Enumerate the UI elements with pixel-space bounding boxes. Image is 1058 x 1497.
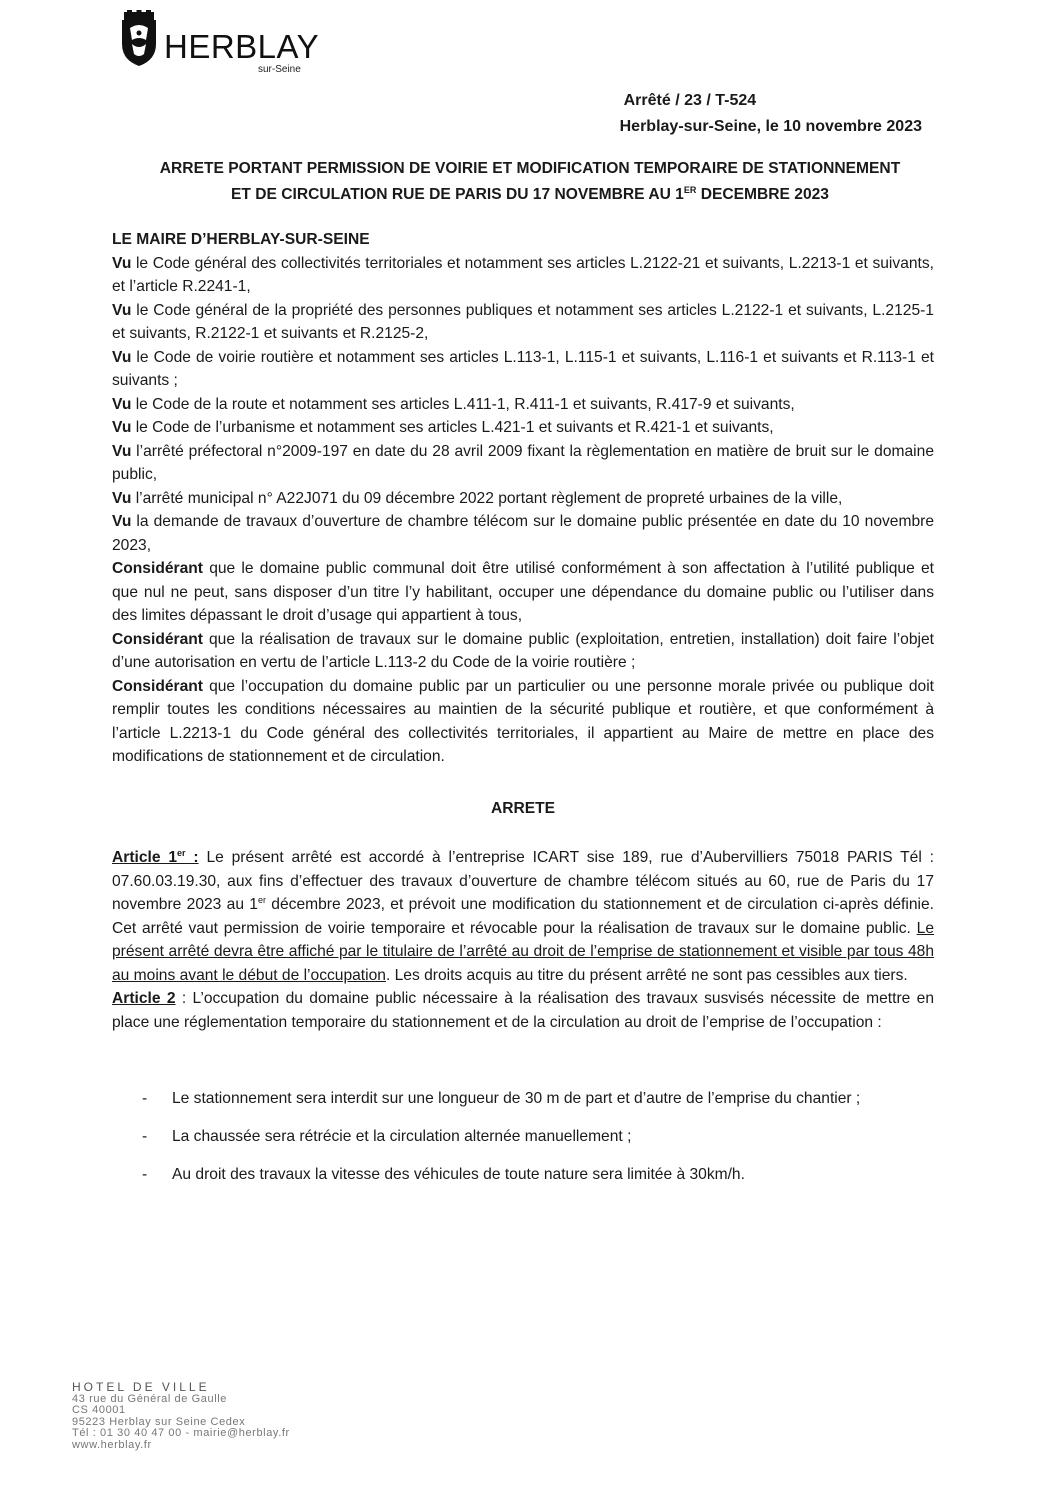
title-line-2: ET DE CIRCULATION RUE DE PARIS DU 17 NOVEMBRE AU 1ER DECEMBRE 2023 [231, 184, 829, 203]
vu-paragraph: Vu le Code général de la propriété des personnes publiques et notamment ses articles L.2122-1 et suivants, L.2125-1 et suivants, R.2122-1 et suivants et R.2125-2, [112, 301, 934, 342]
footer-street: 43 rue du Général de Gaulle [72, 1392, 228, 1405]
place-date: Herblay-sur-Seine, le 10 novembre 2023 [619, 118, 922, 135]
footer-website: www.herblay.fr [72, 1438, 152, 1451]
article-2-label: Article 2 [112, 990, 176, 1007]
vu-paragraph: Vu le Code de l’urbanisme et notamment ses articles L.421-1 et suivants et R.421-1 et suivants, [112, 419, 774, 436]
title-line-1: ARRETE PORTANT PERMISSION DE VOIRIE ET MODIFICATION TEMPORAIRE DE STATIONNEMENT [159, 160, 901, 177]
footer-contact: Tél : 01 30 40 47 00 - mairie@herblay.fr [72, 1427, 290, 1439]
article-2: Article 2 : L’occupation du domaine public nécessaire à la réalisation des travaux susvisés nécessite de mettre en place une réglementation temporaire du stationnement et de la circulation au droit de l’emprise de l’occupation : [112, 990, 934, 1031]
logo-name: HERBLAY [164, 28, 320, 65]
maire-heading: LE MAIRE D’HERBLAY-SUR-SEINE [112, 231, 370, 248]
article-1-label: Article 1er : [112, 847, 199, 866]
vu-paragraph: Vu l’arrêté préfectoral n°2009-197 en date du 28 avril 2009 fixant la règlementation en matière de bruit sur le domaine public, [112, 442, 934, 483]
logo-subtitle: sur-Seine [258, 64, 301, 75]
considerant-paragraph: Considérant que l’occupation du domaine public par un particulier ou une personne morale privée ou publique doit remplir toutes les conditions nécessaires au maintien de la sécurité publique et routière, et que conformément à l’article L.2213-1 du Code général des collectivités territoriales, il appartient au Maire de mettre en place des modifications de stationnement et de circulation. [112, 677, 934, 765]
vu-paragraph: Vu le Code général des collectivités territoriales et notamment ses articles L.2122-21 et suivants, L.2213-1 et suivants, et l’article R.2241-1, [112, 254, 934, 295]
measures-list [112, 1082, 934, 1192]
coat-of-arms-icon [118, 10, 160, 68]
posting-requirement: Le présent arrêté devra être affiché par le titulaire de l’arrêté au droit de l’emprise de stationnement et visible par tous 48h au moins avant le début de l’occupation [112, 919, 934, 984]
footer-heading: HOTEL DE VILLE [72, 1380, 210, 1394]
footer-city: 95223 Herblay sur Seine Cedex [72, 1415, 246, 1428]
list-item: - La chaussée sera rétrécie et la circulation alternée manuellement ; [112, 1120, 934, 1154]
document-body [112, 228, 934, 1196]
document-title [100, 156, 960, 208]
article-1: Article 1er : Le présent arrêté est accordé à l’entreprise ICART sise 189, rue d’Aubervilliers 75018 PARIS Tél : 07.60.03.19.30, aux fins d’effectuer des travaux d’ouverture de chambre télécom situés au 60, rue de Paris du 17 novembre 2023 au 1er décembre 2023, et prévoit une modification du stationnement et de circulation ci-après définie. Cet arrêté vaut permission de voirie temporaire et révocable pour la réalisation de travaux sur le domaine public. Le présent arrêté devra être affiché par le titulaire de l’arrêté au droit de l’emprise de stationnement et visible par tous 48h au moins avant le début de l’occupation. Les droits acquis au titre du présent arrêté ne sont pas cessibles aux tiers. [112, 847, 935, 984]
list-item: - Le stationnement sera interdit sur une longueur de 30 m de part et d’autre de l’emprise du chantier ; [112, 1082, 934, 1116]
vu-paragraph: Vu l’arrêté municipal n° A22J071 du 09 décembre 2022 portant règlement de propreté urbaines de la ville, [112, 489, 843, 507]
footer-cs: CS 40001 [72, 1404, 126, 1416]
list-item: - Au droit des travaux la vitesse des véhicules de toute nature sera limitée à 30km/h. [112, 1158, 934, 1192]
considerant-paragraph: Considérant que le domaine public communal doit être utilisé conformément à son affectation à l’utilité publique et que nul ne peut, sans disposer d’un titre l’y habilitant, occuper une dépendance du domaine public ou l’utiliser dans des limites dépassant le droit d’usage qui appartient à tous, [112, 560, 934, 624]
vu-paragraph: Vu le Code de voirie routière et notamment ses articles L.113-1, L.115-1 et suivants, L.116-1 et suivants et R.113-1 et suivants ; [112, 348, 934, 389]
decree-number: Arrêté / 23 / T-524 [623, 92, 757, 109]
reference-block [620, 88, 922, 140]
address-footer [72, 1382, 290, 1451]
arrete-heading: ARRETE [490, 799, 556, 817]
vu-paragraph: Vu le Code de la route et notamment ses articles L.411-1, R.411-1 et suivants, R.417-9 et suivants, [112, 395, 795, 413]
herblay-logo [118, 10, 368, 74]
considerant-paragraph: Considérant que la réalisation de travaux sur le domaine public (exploitation, entretien, installation) doit faire l’objet d’une autorisation en vertu de l’article L.113-2 du Code de la voirie routière ; [112, 630, 934, 671]
vu-paragraph: Vu la demande de travaux d’ouverture de chambre télécom sur le domaine public présentée en date du 10 novembre 2023, [112, 513, 934, 554]
